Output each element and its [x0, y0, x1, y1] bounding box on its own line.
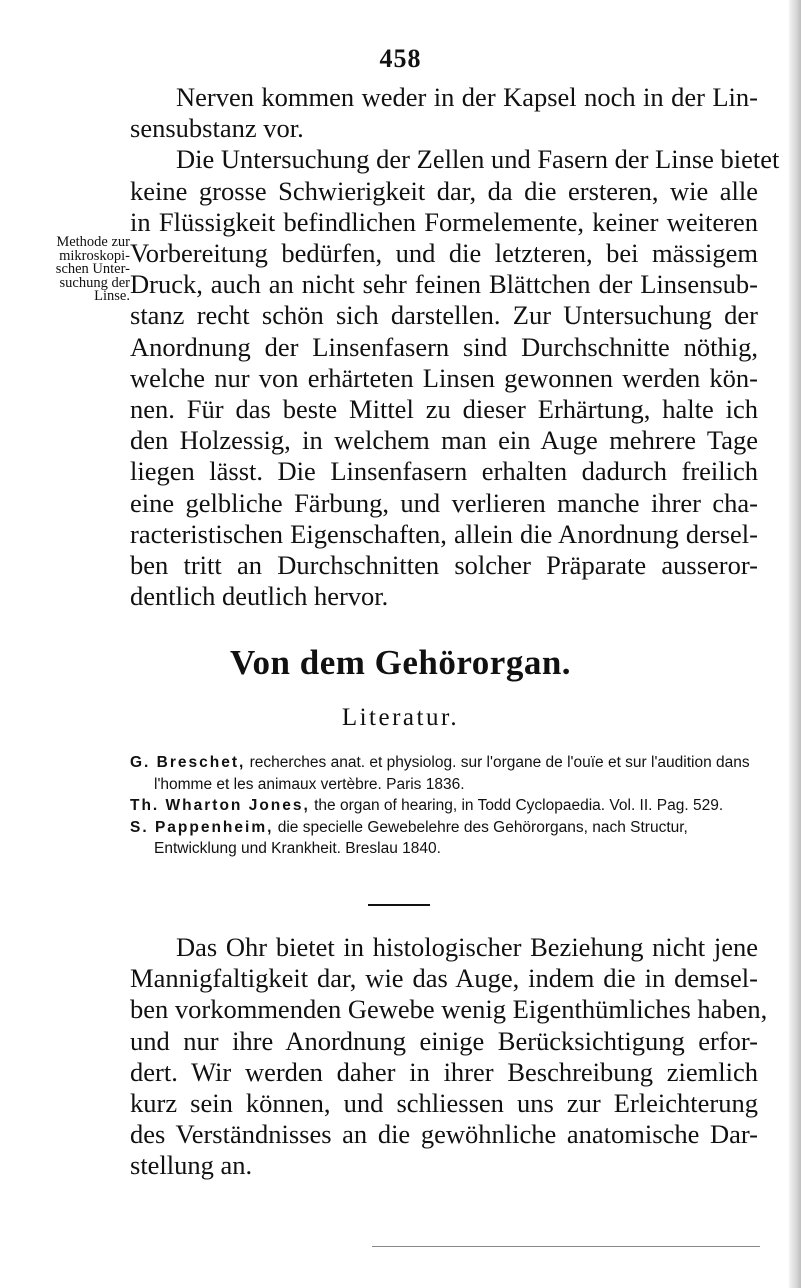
text-line: kurz sein können, und schliessen uns zur Erleichterung [130, 1088, 758, 1119]
margin-note [38, 236, 130, 304]
text-line: des Verständnisses an die gewöhnliche anatomische Dar- [130, 1119, 758, 1150]
reference-text: die specielle Gewebelehre des Gehörorgans, nach Structur, Entwicklung und Krankheit. Breslau 1840. [154, 818, 688, 857]
text-line: sensubstanz vor. [130, 113, 304, 144]
reference-author: G. Breschet, [130, 754, 246, 771]
reference-text: recherches anat. et physiolog. sur l'organe de l'ouïe et sur l'audition dans l'homme et les animaux vertèbre. Paris 1836. [154, 754, 750, 793]
section-divider [368, 904, 430, 906]
text-line: Vorbereitung bedürfen, und die letzteren, bei mässigem [130, 238, 758, 269]
margin-note-line: Linse. [94, 288, 130, 304]
text-line: in Flüssigkeit befindlichen Formelemente, keiner weiteren [130, 206, 758, 237]
margin-note-line: suchung der [59, 274, 130, 291]
text-line: liegen lässt. Die Linsenfasern erhalten dadurch freilich [130, 456, 758, 487]
text-line: racteristischen Eigenschaften, allein die Anordnung dersel- [130, 518, 758, 549]
margin-note-line: schen Unter- [55, 261, 130, 277]
reference-text: the organ of hearing, in Todd Cyclopaedia. Vol. II. Pag. 529. [309, 797, 724, 814]
text-line: stanz recht schön sich darstellen. Zur Untersuchung der [130, 300, 758, 331]
reference-entry [130, 795, 758, 817]
text-line: eine gelbliche Färbung, und verlieren manche ihrer cha- [130, 487, 758, 518]
page-number: 458 [379, 44, 422, 73]
text-line: den Holzessig, in welchem man ein Auge mehrere Tage [130, 425, 758, 456]
text-line: nen. Für das beste Mittel zu dieser Erhärtung, halte ich [130, 394, 758, 425]
paragraph-ear-intro [130, 932, 768, 1182]
bottom-rule [372, 1246, 760, 1247]
text-line: dert. Wir werden daher in ihrer Beschreibung ziemlich [130, 1056, 758, 1087]
text-line: Nerven kommen weder in der Kapsel noch in der Lin- [176, 82, 758, 112]
text-line: Das Ohr bietet in histologischer Beziehung nicht jene [176, 932, 758, 962]
literature-heading: Literatur. [341, 704, 460, 731]
text-line: welche nur von erhärteten Linsen gewonnen werden kön- [130, 362, 758, 393]
text-line: Mannigfaltigkeit dar, wie das Auge, indem die in demsel- [130, 963, 758, 994]
text-line: stellung an. [130, 1150, 253, 1181]
text-line: Druck, auch an nicht sehr feinen Blättchen der Linsensub- [130, 269, 758, 300]
text-line: ben tritt an Durchschnitten solcher Präparate ausseror- [130, 550, 758, 581]
paragraph-lens-nerves [130, 82, 780, 612]
reference-entry [130, 817, 758, 860]
text-line: ben vorkommenden Gewebe wenig Eigenthümliches haben, [130, 994, 768, 1025]
reference-entry [130, 752, 758, 795]
section-title: Von dem Gehörorgan. [229, 643, 572, 682]
text-line: dentlich deutlich hervor. [130, 581, 389, 612]
reference-author: Th. Wharton Jones, [130, 797, 310, 814]
text-line: Die Untersuchung der Zellen und Fasern der Linse bietet [176, 144, 780, 175]
margin-note-line: Methode zur [56, 234, 130, 250]
reference-author: S. Pappenheim, [130, 818, 274, 836]
margin-note-line: mikroskopi- [59, 247, 130, 264]
reference-list [130, 752, 758, 860]
text-line: und nur ihre Anordnung einige Berücksichtigung erfor- [130, 1025, 758, 1056]
text-line: Anordnung der Linsenfasern sind Durchschnitte nöthig, [130, 331, 758, 362]
text-line: keine grosse Schwierigkeit dar, da die ersteren, wie alle [130, 175, 758, 206]
